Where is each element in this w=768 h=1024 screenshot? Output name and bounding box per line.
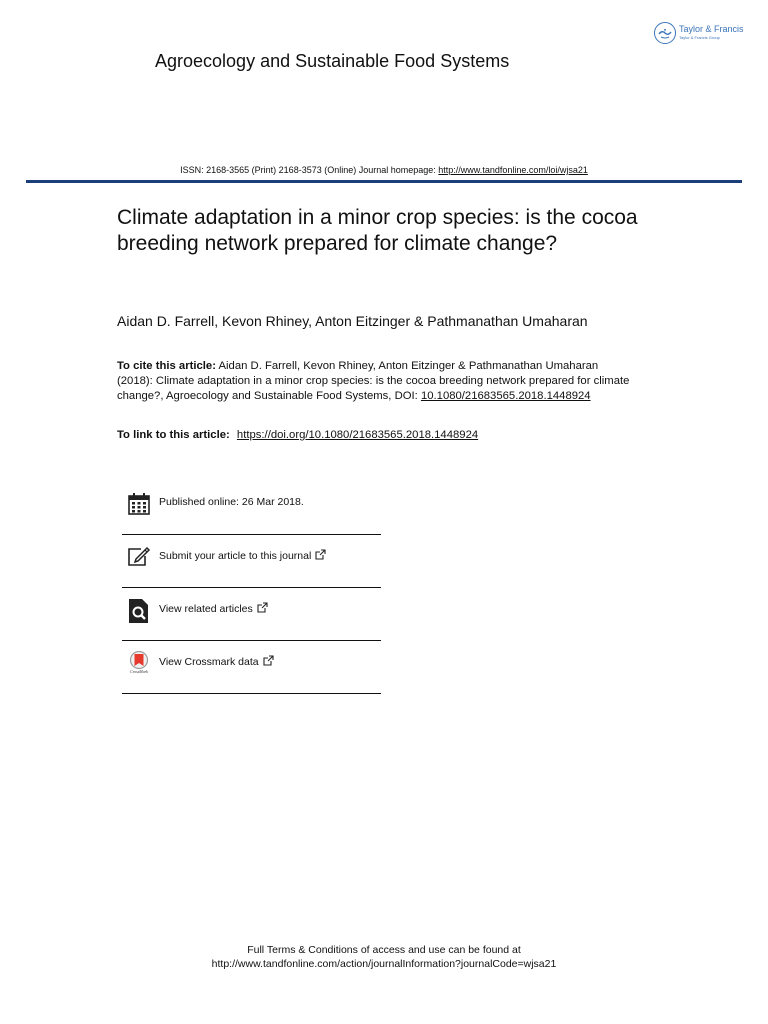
calendar-icon — [127, 492, 151, 516]
publisher-group: Taylor & Francis Group — [679, 35, 720, 40]
citation-label: To cite this article: — [117, 360, 216, 372]
article-doi-link[interactable]: https://doi.org/10.1080/21683565.2018.1448924 — [236, 429, 479, 441]
terms-text: Full Terms & Conditions of access and use can be found at — [247, 944, 521, 956]
publisher-logo — [654, 22, 754, 48]
related-articles-label: View related articles — [159, 603, 253, 615]
citation-text: Aidan D. Farrell, Kevon Rhiney, Anton Eitzinger & Pathmanathan Umaharan (2018): Climate adaptation in a minor crop species: is the cocoa breeding network prepared for climate change?, Agroecology and Sustainable Food Systems, DOI: — [117, 360, 630, 402]
submit-article-item[interactable] — [122, 534, 381, 587]
issn-text: ISSN: 2168-3565 (Print) 2168-3573 (Online) Journal homepage: — [180, 165, 436, 175]
journal-title: Agroecology and Sustainable Food Systems — [155, 51, 510, 71]
issn-line — [0, 165, 768, 175]
journal-homepage-link[interactable]: http://www.tandfonline.com/loi/wjsa21 — [438, 165, 588, 175]
published-online-text: Published online: 26 Mar 2018. — [159, 496, 304, 508]
crossmark-link[interactable] — [159, 655, 274, 668]
crossmark-item[interactable] — [122, 640, 381, 694]
crossmark-label: View Crossmark data — [159, 656, 259, 668]
header-divider — [26, 180, 742, 183]
publisher-name: Taylor & Francis — [679, 24, 744, 34]
crossmark-badge-text: CrossMark — [130, 669, 148, 674]
edit-icon — [127, 545, 151, 569]
crossmark-icon — [127, 651, 151, 675]
article-info-list — [122, 482, 381, 694]
submit-article-link[interactable] — [159, 549, 326, 562]
article-authors: Aidan D. Farrell, Kevon Rhiney, Anton Eitzinger & Pathmanathan Umaharan — [117, 313, 588, 329]
external-link-icon — [315, 549, 326, 560]
article-link-line — [117, 429, 478, 441]
submit-article-label: Submit your article to this journal — [159, 550, 312, 562]
external-link-icon — [257, 602, 268, 613]
citation-block — [117, 359, 637, 404]
external-link-icon — [263, 655, 274, 666]
citation-doi-link[interactable]: 10.1080/21683565.2018.1448924 — [420, 390, 591, 402]
publisher-logo-icon — [654, 22, 676, 44]
related-articles-link[interactable] — [159, 602, 268, 615]
terms-footer — [0, 943, 768, 971]
published-online-item — [122, 482, 381, 534]
terms-url[interactable]: http://www.tandfonline.com/action/journalInformation?journalCode=wjsa21 — [211, 958, 557, 970]
article-title: Climate adaptation in a minor crop species: is the cocoa breeding network prepared for climate change? — [117, 206, 638, 255]
search-document-icon — [127, 598, 151, 622]
related-articles-item[interactable] — [122, 587, 381, 640]
article-link-label: To link to this article: — [117, 429, 230, 441]
